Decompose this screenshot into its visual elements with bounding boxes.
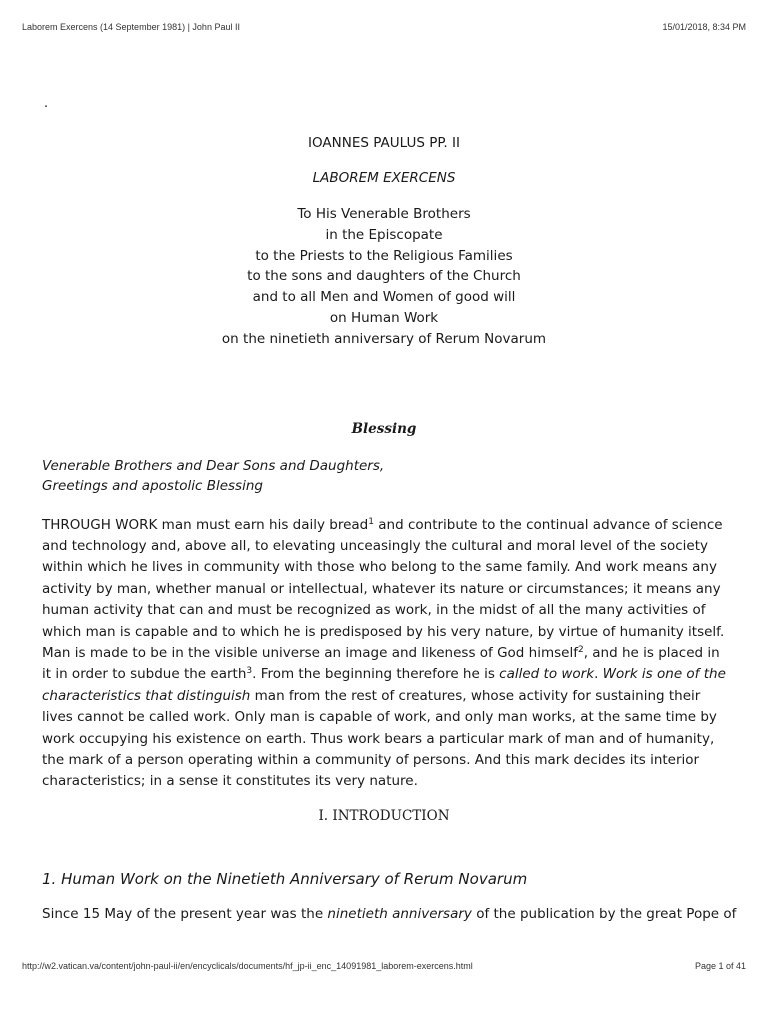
- addressee-line: on Human Work: [329, 309, 439, 326]
- addressee-line: To His Venerable Brothers: [297, 206, 471, 222]
- addressee-line: to the sons and daughters of the Church: [247, 268, 521, 285]
- para-text: . From the beginning therefore he is: [252, 666, 500, 683]
- para-text: man from the rest of creatures, whose activity for sustaining their lives cannot be called work. Only man is capable of work, and only man works, at the same time by work occupying his existence on earth. Thus work bears a particular mark of man and of humanity, the mark of a person operating within a community of persons. And this mark decides its interior characteristics; in a sense it constitutes its very nature.: [42, 687, 717, 790]
- opening-paragraph: [42, 515, 726, 793]
- addressee-line: on the ninetieth anniversary of Rerum Novarum: [221, 330, 547, 347]
- footer-page-number: Page 1 of 41: [694, 961, 746, 971]
- footnote-link-1[interactable]: 1: [368, 516, 374, 527]
- greeting-block: [42, 456, 726, 497]
- greeting-line: Greetings and apostolic Blessing: [42, 478, 263, 495]
- para-text: , and he is placed in it in order to subdue the earth: [42, 645, 720, 683]
- print-footer: [22, 961, 746, 971]
- para-text: .: [594, 666, 603, 683]
- encyclical-title: LABOREM EXERCENS: [312, 170, 456, 186]
- addressee-line: and to all Men and Women of good will: [252, 289, 516, 306]
- header-timestamp: 15/01/2018, 8:34 PM: [662, 22, 746, 32]
- author-line: IOANNES PAULUS PP. II: [308, 135, 460, 151]
- document-body: [42, 96, 737, 925]
- footnote-link-3[interactable]: 3: [246, 666, 253, 677]
- emphasis-text: ninetieth anniversary: [327, 905, 472, 922]
- emphasis-text: called to work: [499, 666, 595, 683]
- footnote-link-2[interactable]: 2: [577, 645, 584, 656]
- section-1-paragraph: [42, 904, 737, 925]
- blessing-heading: Blessing: [351, 420, 417, 437]
- header-page-title: Laborem Exercens (14 September 1981) | John Paul II: [22, 22, 240, 32]
- para-text: of the publication by the great Pope of: [471, 905, 737, 922]
- introduction-heading: I. INTRODUCTION: [318, 807, 450, 824]
- addressee-line: to the Priests to the Religious Families: [255, 247, 513, 264]
- emphasis-text: Work is one of the characteristics that distinguish: [42, 666, 726, 704]
- addressees-block: [42, 204, 726, 350]
- para-text: and contribute to the continual advance of science and technology and, above all, to elevating unceasingly the cultural and moral level of the society within which he lives in community with those who belong to the same family. And work means any activity by man, whether manual or intellectual, whatever its nature or circumstances; it means any human activity that can and must be recognized as work, in the midst of all the many activities of which man is capable and to which he is predisposed by his very nature, by virtue of humanity itself. Man is made to be in the visible universe an image and likeness of God himself: [42, 516, 725, 662]
- footer-url: http://w2.vatican.va/content/john-paul-ii/en/encyclicals/documents/hf_jp-ii_enc_14091981_laborem-exercens.html: [22, 961, 473, 971]
- para-text: THROUGH WORK man must earn his daily bread: [42, 516, 369, 533]
- leading-dot: .: [44, 96, 49, 111]
- para-text: Since 15 May of the present year was the: [42, 905, 328, 922]
- section-1-heading: 1. Human Work on the Ninetieth Anniversary of Rerum Novarum: [42, 869, 528, 888]
- greeting-line: Venerable Brothers and Dear Sons and Daughters,: [42, 457, 385, 474]
- print-header: [22, 22, 746, 32]
- addressee-line: in the Episcopate: [325, 226, 443, 243]
